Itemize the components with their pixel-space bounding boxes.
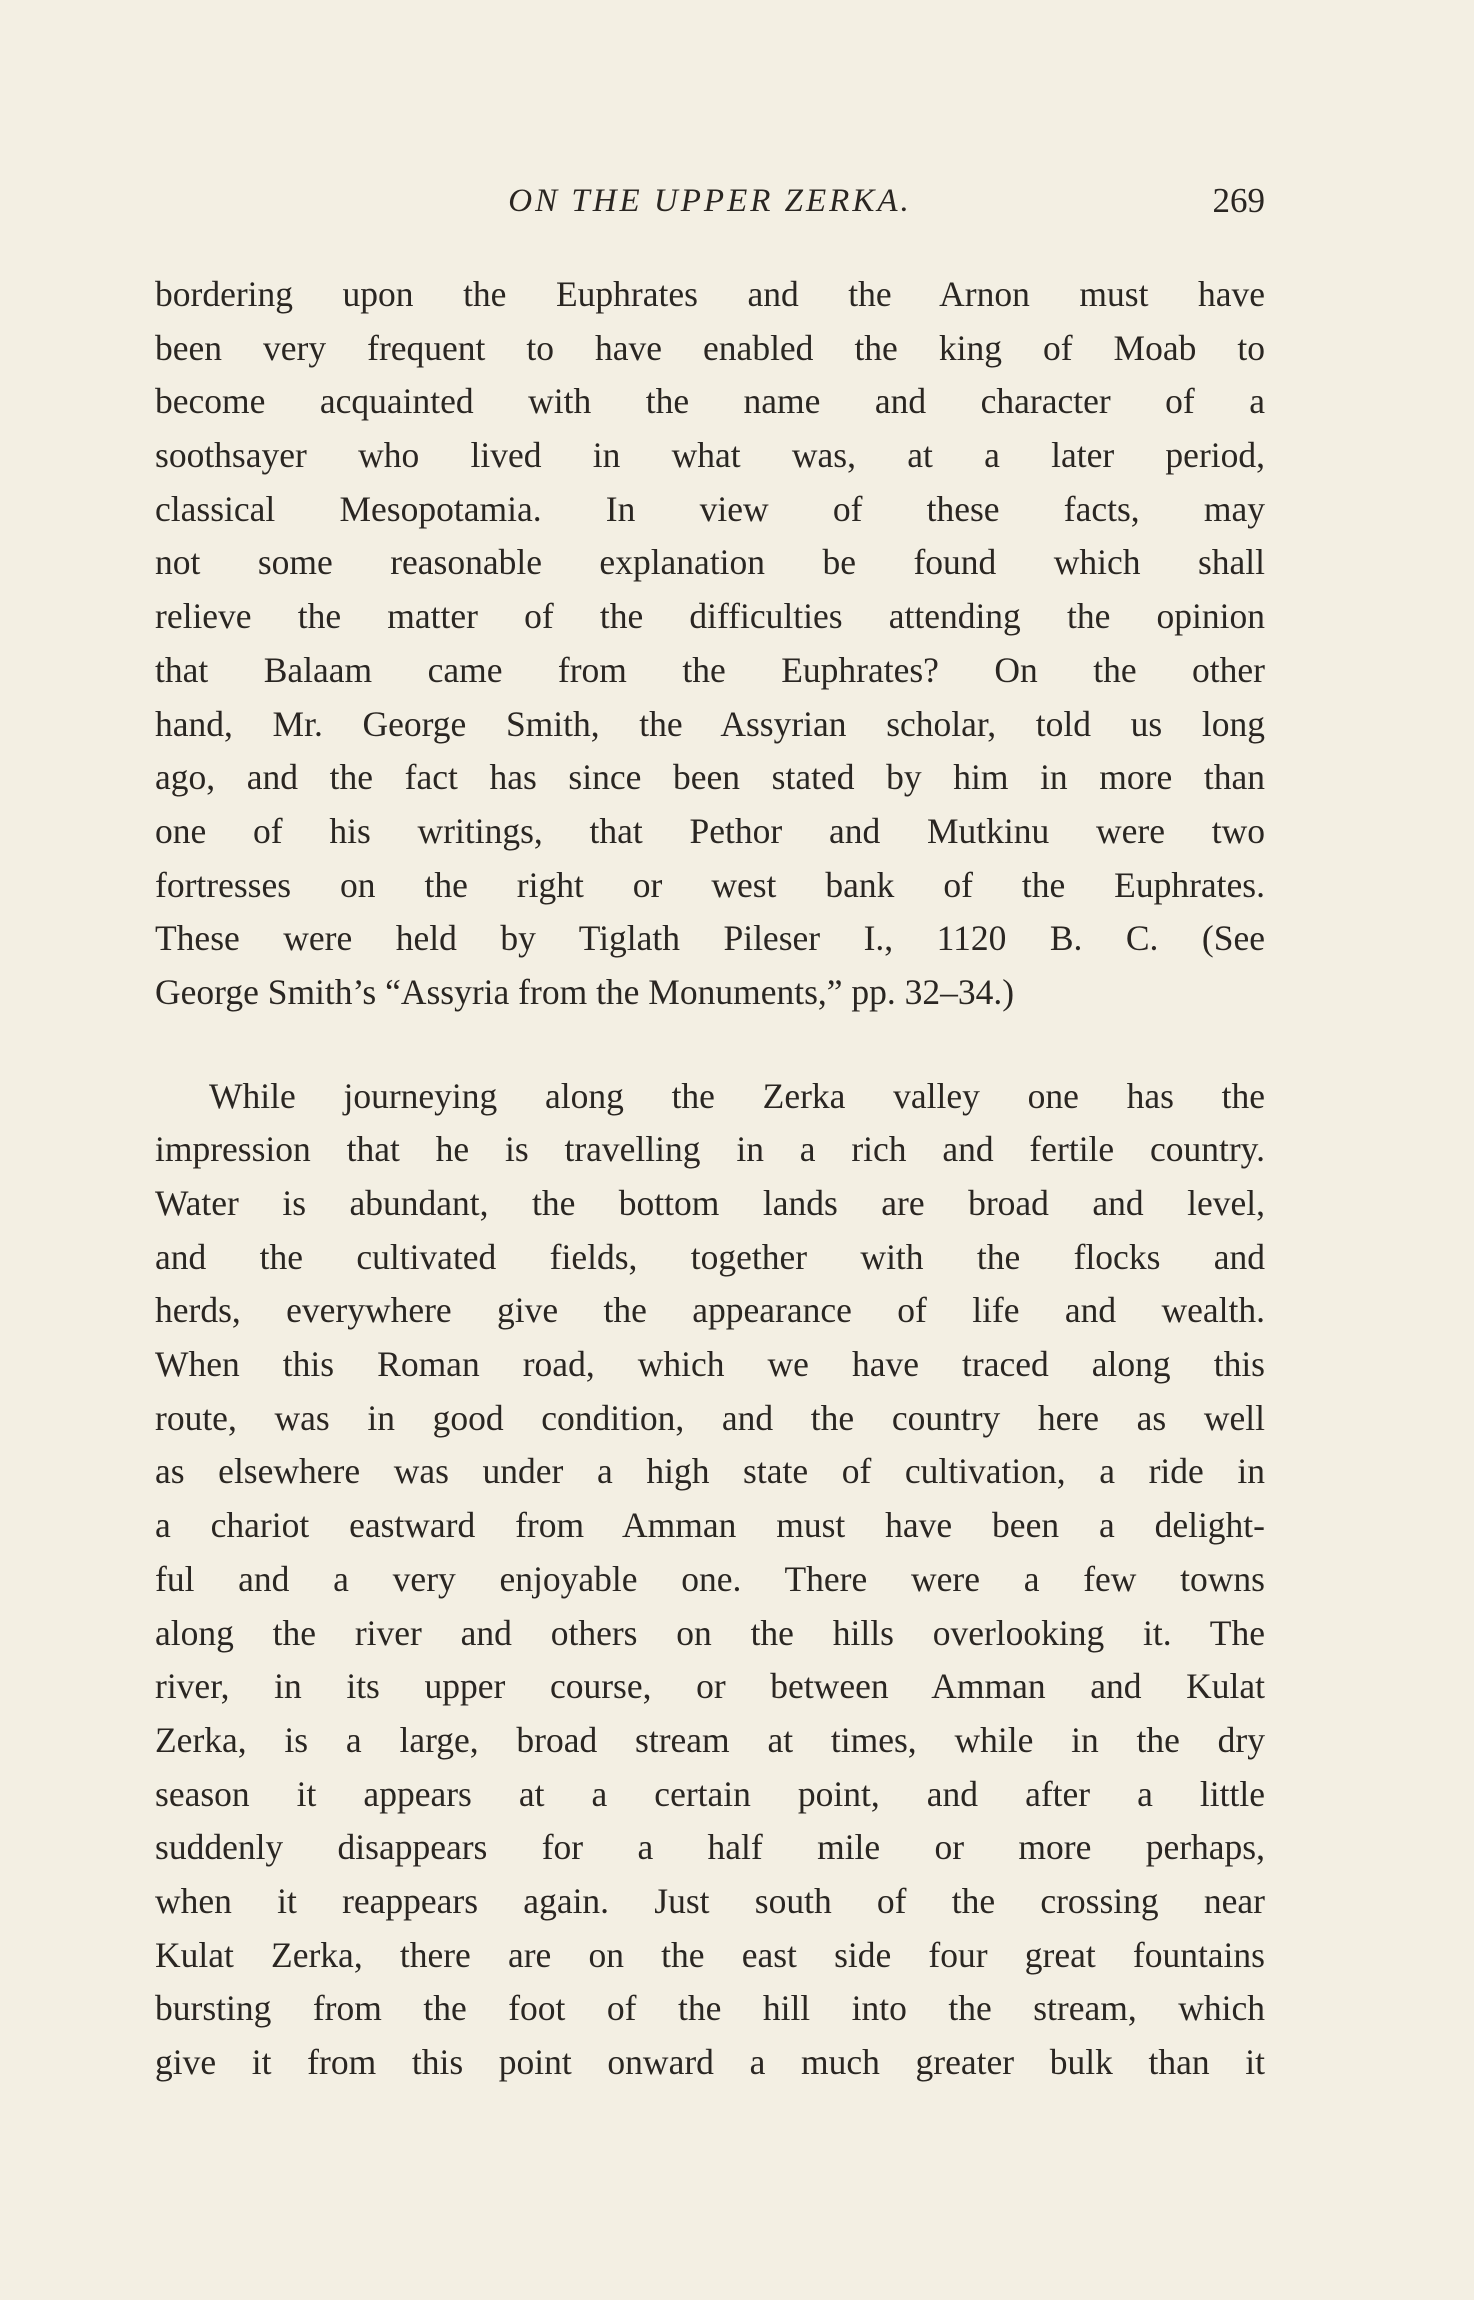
text-line: bursting from the foot of the hill into the stream, which xyxy=(155,1988,1265,2029)
text-line: herds, everywhere give the appearance of life and wealth. xyxy=(155,1290,1265,1331)
paragraph-2 xyxy=(155,1070,1265,2090)
text-line: classical Mesopotamia. In view of these facts, may xyxy=(155,488,1265,529)
page-number: 269 xyxy=(1212,181,1265,220)
paragraph-gap xyxy=(155,1020,1265,1070)
text-line: give it from this point onward a much greater bulk than it xyxy=(155,2042,1265,2082)
text-line: While journeying along the Zerka valley one has the xyxy=(209,1075,1265,1116)
text-line: When this Roman road, which we have traced along this xyxy=(155,1344,1265,1385)
text-line: impression that he is travelling in a rich and fertile country. xyxy=(155,1129,1265,1170)
text-line: along the river and others on the hills overlooking it. The xyxy=(155,1612,1265,1653)
text-line: route, was in good condition, and the country here as well xyxy=(155,1397,1265,1438)
text-line: ful and a very enjoyable one. There were a few towns xyxy=(155,1558,1265,1599)
text-line: suddenly disappears for a half mile or more perhaps, xyxy=(155,1827,1265,1868)
text-line: fortresses on the right or west bank of the Euphrates. xyxy=(155,864,1265,905)
text-line: hand, Mr. George Smith, the Assyrian scholar, told us long xyxy=(155,703,1265,744)
text-line: ago, and the fact has since been stated by him in more than xyxy=(155,757,1265,798)
text-line: when it reappears again. Just south of the crossing near xyxy=(155,1880,1265,1921)
body-text xyxy=(155,268,1265,2090)
text-line: Kulat Zerka, there are on the east side four great fountains xyxy=(155,1934,1265,1975)
text-line: one of his writings, that Pethor and Mutkinu were two xyxy=(155,810,1265,851)
text-line: as elsewhere was under a high state of cultivation, a ride in xyxy=(155,1451,1265,1492)
running-head xyxy=(155,176,1265,226)
text-line: become acquainted with the name and character of a xyxy=(155,381,1265,422)
text-line: bordering upon the Euphrates and the Arnon must have xyxy=(155,274,1265,314)
text-line: river, in its upper course, or between Amman and Kulat xyxy=(155,1666,1265,1707)
text-line: relieve the matter of the difficulties attending the opinion xyxy=(155,596,1265,637)
text-line: a chariot eastward from Amman must have been a delight- xyxy=(155,1505,1265,1546)
text-line: soothsayer who lived in what was, at a later period, xyxy=(155,435,1265,476)
paragraph-1 xyxy=(155,268,1265,1020)
text-line: been very frequent to have enabled the king of Moab to xyxy=(155,327,1265,368)
text-line: Zerka, is a large, broad stream at times, while in the dry xyxy=(155,1719,1265,1760)
text-line: and the cultivated fields, together with the flocks and xyxy=(155,1236,1265,1277)
text-line: that Balaam came from the Euphrates? On the other xyxy=(155,649,1265,690)
text-line: not some reasonable explanation be found which shall xyxy=(155,542,1265,583)
text-line: These were held by Tiglath Pileser I., 1120 B. C. (See xyxy=(155,918,1265,959)
text-line: Water is abundant, the bottom lands are broad and level, xyxy=(155,1183,1265,1223)
text-line: George Smith’s “Assyria from the Monuments,” pp. 32–34.) xyxy=(155,971,1015,1012)
running-title: ON THE UPPER ZERKA. xyxy=(508,183,912,219)
text-line: season it appears at a certain point, and after a little xyxy=(155,1773,1265,1814)
